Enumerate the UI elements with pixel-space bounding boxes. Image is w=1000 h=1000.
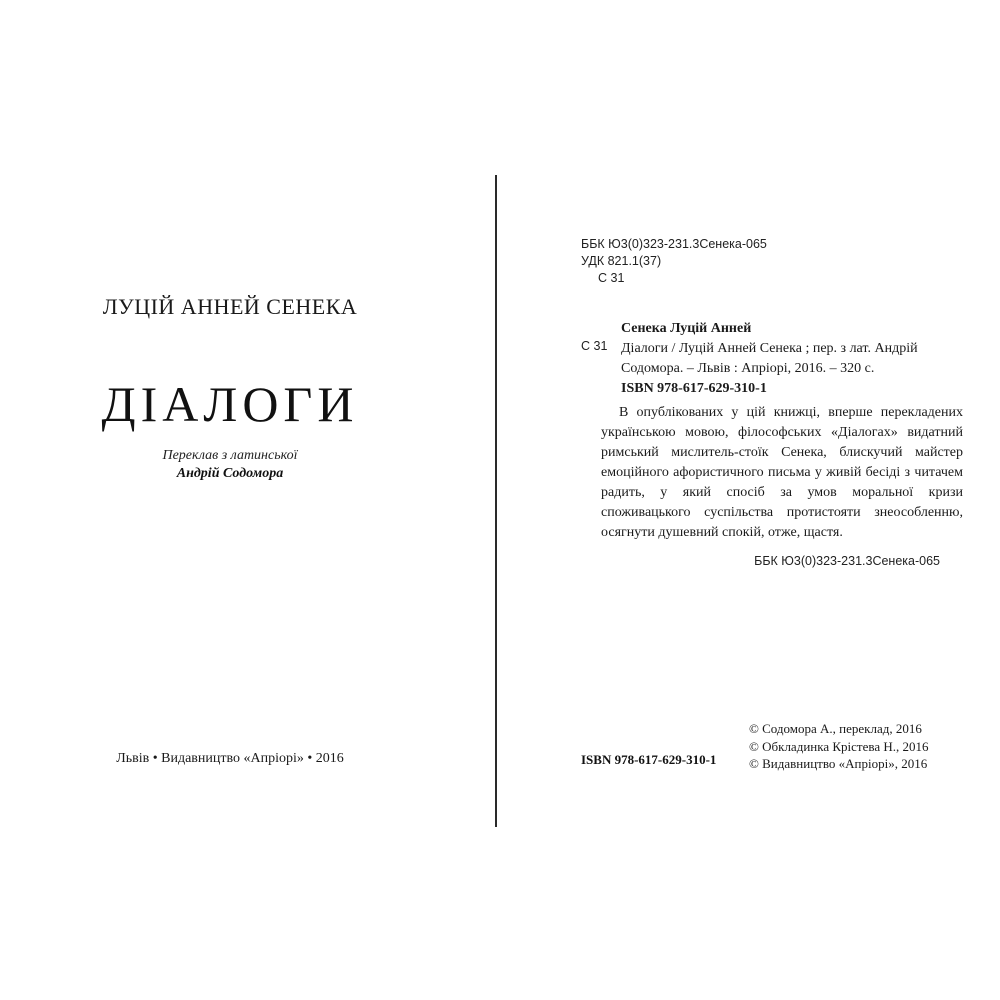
udk-code: УДК 821.1(37)	[581, 254, 662, 268]
title-page	[0, 0, 496, 1000]
catalog-record	[621, 319, 961, 399]
copyright-block	[749, 720, 929, 773]
colophon-page	[497, 0, 1000, 1000]
book-title: ДІАЛОГИ	[101, 376, 359, 432]
classification-block	[581, 236, 767, 287]
translator-name: Андрій Содомора	[176, 466, 284, 481]
catalog-line-2: Содомора. – Львів : Апріорі, 2016. – 320 с.	[621, 361, 875, 376]
translated-note: Переклав з латинської	[162, 448, 298, 463]
bbk-code: ББК Ю3(0)323-231.3Сенека-065	[581, 237, 767, 251]
publisher-imprint: Львів • Видавництво «Апріорі» • 2016	[116, 751, 344, 766]
copyright-line: © Содомора А., переклад, 2016	[749, 721, 922, 736]
author-name: ЛУЦІЙ АННЕЙ СЕНЕКА	[102, 294, 358, 319]
isbn-bottom: ISBN 978-617-629-310-1	[581, 752, 717, 767]
author-mark: С 31	[598, 271, 625, 285]
book-annotation: В опублікованих у цій книжці, вперше перекладених українською мовою, філософських «Діалогах» видатний римський мислитель-стоїк Сенека, блискучий майстер емоційного афористичного письма у живій бесіді з читачем радить, у який спосіб за умов моральної кризи споживацького суспільства протистояти знеособленню, осягнути душевний спокій, отже, щастя.	[601, 405, 963, 540]
copyright-line: © Обкладинка Крістева Н., 2016	[749, 738, 929, 754]
copyright-line: © Видавництво «Апріорі», 2016	[749, 756, 928, 771]
catalog-author-mark: С 31	[581, 339, 608, 353]
catalog-heading: Сенека Луцій Анней	[621, 321, 752, 336]
catalog-isbn: ISBN 978-617-629-310-1	[621, 381, 767, 396]
catalog-line-1: Діалоги / Луцій Анней Сенека ; пер. з лат. Андрій	[621, 341, 918, 356]
bbk-code-repeat: ББК Ю3(0)323-231.3Сенека-065	[754, 554, 940, 568]
